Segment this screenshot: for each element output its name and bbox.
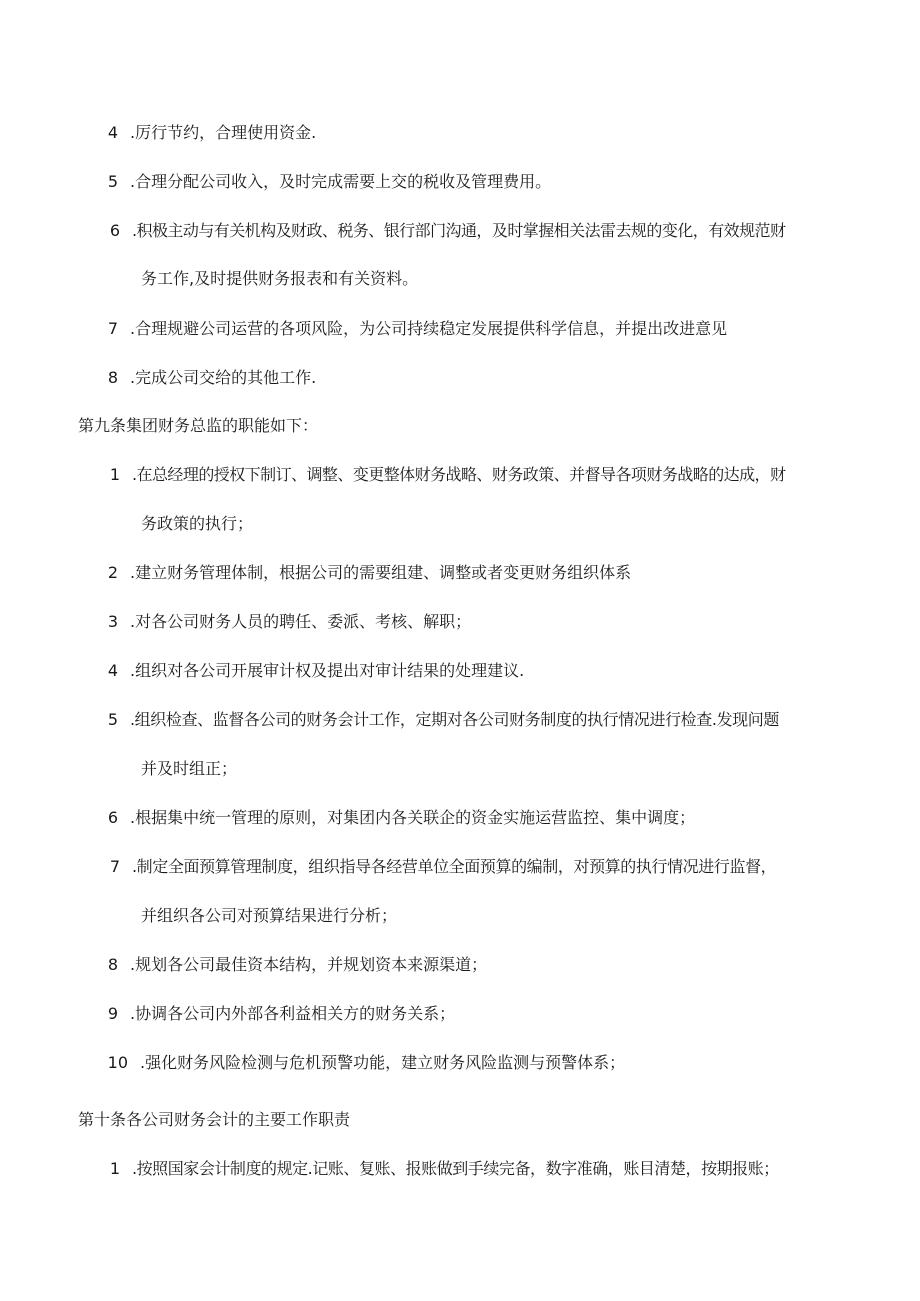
list-item-text: .按照国家会计制度的规定.记账、复账、报账做到手续完备，数字准确，账目清楚，按期报账； (132, 1159, 779, 1178)
list-item-text: .合理分配公司收入，及时完成需要上交的税收及管理费用。 (130, 172, 552, 191)
list-item-text: .协调各公司内外部各利益相关方的财务关系； (130, 1004, 456, 1023)
list-item-continuation: 并组织各公司对预算结果进行分析； (141, 906, 398, 925)
list-item-number: 8 (107, 955, 118, 974)
list-item-number: 10 (107, 1053, 128, 1072)
list-item-number: 8 (107, 368, 118, 387)
list-item-text: .制定全面预算管理制度，组织指导各经营单位全面预算的编制，对预算的执行情况进行监督， (132, 857, 777, 876)
list-item-number: 5 (107, 172, 118, 191)
list-item-number: 1 (109, 1159, 120, 1178)
list-item-number: 9 (107, 1004, 118, 1023)
list-item-text: .积极主动与有关机构及财政、税务、银行部门沟通，及时掌握相关法雷去规的变化，有效规范财 (132, 221, 786, 240)
list-item-text: .对各公司财务人员的聘任、委派、考核、解职； (130, 612, 472, 631)
section-heading: 第十条各公司财务会计的主要工作职责 (78, 1110, 351, 1129)
list-item-text: .组织检查、监督各公司的财务会计工作，定期对各公司财务制度的执行情况进行检查.发现问题 (130, 710, 779, 729)
list-item-text: .强化财务风险检测与危机预警功能，建立财务风险监测与预警体系； (140, 1053, 626, 1072)
list-item-text: .合理规避公司运营的各项风险，为公司持续稳定发展提供科学信息，并提出改进意见 (130, 319, 728, 338)
list-item-number: 4 (107, 123, 118, 142)
list-item-number: 4 (107, 661, 118, 680)
list-item-number: 7 (109, 857, 120, 876)
list-item-number: 3 (107, 612, 118, 631)
section-heading: 第九条集团财务总监的职能如下： (78, 416, 319, 435)
list-item-number: 1 (109, 465, 120, 484)
list-item-number: 5 (107, 710, 118, 729)
list-item-text: .根据集中统一管理的原则，对集团内各关联企的资金实施运营监控、集中调度； (130, 808, 696, 827)
list-item-text: .建立财务管理体制，根据公司的需要组建、调整或者变更财务组织体系 (130, 563, 632, 582)
list-item-text: .组织对各公司开展审计权及提出对审计结果的处理建议. (130, 661, 525, 680)
list-item-text: .完成公司交给的其他工作. (130, 368, 317, 387)
list-item-number: 6 (107, 808, 118, 827)
list-item-continuation: 务工作,及时提供财务报表和有关资料。 (141, 269, 419, 288)
list-item-text: .厉行节约，合理使用资金. (130, 123, 317, 142)
list-item-number: 2 (107, 563, 118, 582)
list-item-text: .在总经理的授权下制订、调整、变更整体财务战略、财务政策、并督导各项财务战略的达成，财 (132, 465, 786, 484)
list-item-number: 6 (109, 221, 120, 240)
list-item-text: .规划各公司最佳资本结构，并规划资本来源渠道； (130, 955, 488, 974)
list-item-continuation: 并及时组正； (141, 759, 238, 778)
list-item-number: 7 (107, 319, 118, 338)
list-item-continuation: 务政策的执行； (141, 514, 254, 533)
